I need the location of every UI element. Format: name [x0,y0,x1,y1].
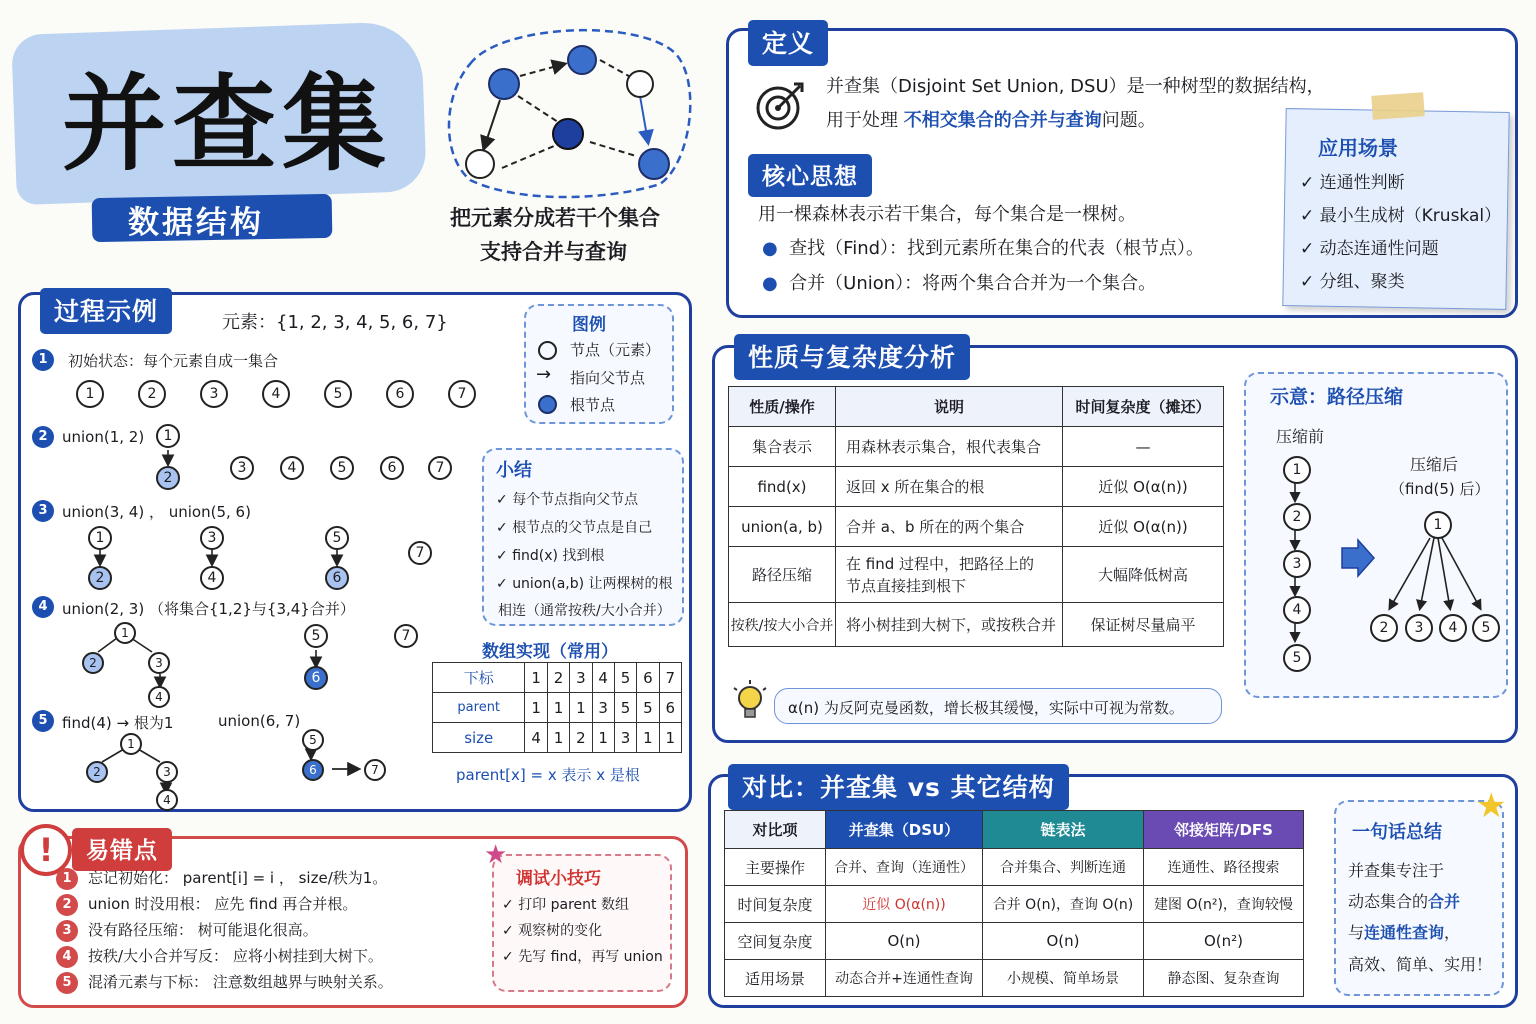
after-label: 压缩后 [1410,455,1459,474]
comparison-header-list: 链表法 [983,811,1144,849]
compressed-root: 1 [1424,511,1452,539]
array-cell: 3 [570,663,592,693]
array-cell: 5 [637,693,659,723]
one-line-l4: 高效、简单、实用！ [1348,955,1493,974]
node: 2 [82,652,104,674]
comparison-header: 对比项 [725,811,826,849]
array-cell: 1 [659,723,681,753]
chain-node: 5 [1283,644,1311,672]
array-cell: 3 [614,723,636,753]
node: 2 [138,380,166,408]
one-line-l2-highlight: 合并 [1428,892,1461,911]
comparison-cell: O(n) [983,923,1144,960]
properties-cell: 合并 a、b 所在的两个集合 [836,507,1063,547]
compressed-leaf: 4 [1439,614,1467,642]
array-cell: 1 [592,723,614,753]
node: 7 [394,624,418,648]
comparison-cell: 主要操作 [725,849,826,886]
node: 7 [448,380,476,408]
core-bullet-find-text: 查找（Find）：找到元素所在集合的代表（根节点）。 [789,238,1205,259]
debug-tip-item: ✓ 打印 parent 数组 [502,894,629,914]
one-line-l3-suffix: ， [1444,923,1461,942]
comparison-cell: 时间复杂度 [725,886,826,923]
properties-tag: 性质与复杂度分析 [734,334,970,380]
pitfalls-tag: 易错点 [72,828,172,871]
array-table [432,662,682,753]
star-icon: ★ [484,840,508,870]
core-bullet-find: ● 查找（Find）：找到元素所在集合的代表（根节点）。 [762,238,1205,259]
node: 7 [428,456,452,480]
application-item: ✓ 动态连通性问题 [1300,234,1439,259]
tape-decoration [1371,92,1425,120]
array-cell: 1 [547,693,569,723]
application-item: ✓ 分组、聚类 [1300,267,1405,292]
comparison-header-dsu: 并查集（DSU） [826,811,983,849]
page-subtitle: 数据结构 [128,205,264,241]
node: 3 [156,761,178,783]
node: 7 [364,759,386,781]
summary-tail: 相连（通常按秩/大小合并） [498,603,671,619]
array-cell: 5 [614,663,636,693]
pitfall-number: 3 [56,920,78,942]
node: 5 [304,624,328,648]
step5-union-label: union(6, 7) [218,712,301,730]
properties-table [728,386,1224,647]
array-title: 数组实现（常用） [482,642,618,662]
pitfall-number: 4 [56,946,78,968]
intro-caption-line2: 支持合并与查询 [480,240,627,264]
properties-cell: union(a, b) [729,507,836,547]
array-cell: 6 [637,663,659,693]
step-label: 初始状态：每个元素自成一集合 [68,352,279,370]
core-idea-line: 用一棵森林表示若干集合，每个集合是一棵树。 [758,204,1136,225]
properties-cell: 近似 O(α(n)) [1063,467,1224,507]
debug-tips-title: 调试小技巧 [516,869,601,889]
array-cell: 1 [525,663,547,693]
summary-item: ✓ find(x) 找到根 [496,545,604,565]
definition-line2-suffix: 问题。 [1101,110,1156,131]
step-number: 2 [32,426,54,448]
array-row-label: parent [433,693,525,723]
array-row-label: 下标 [433,663,525,693]
properties-cell: 保证树尽量扁平 [1063,603,1224,647]
array-cell: 5 [614,693,636,723]
node: 5 [302,729,324,751]
properties-cell: 大幅降低树高 [1063,547,1224,603]
compressed-leaf: 3 [1405,614,1433,642]
chain-node: 1 [1283,456,1311,484]
node: 1 [76,380,104,408]
intro-caption-line1: 把元素分成若干个集合 [450,206,660,230]
debug-tip-item: ✓ 观察树的变化 [502,920,602,940]
after-label-sub: （find(5) 后） [1390,480,1490,498]
pitfall-item: 按秩/大小合并写反： 应将小树挂到大树下。 [88,947,383,965]
one-line-l2 [1348,889,1460,912]
properties-cell-line: 节点直接挂到根下 [846,576,967,595]
array-cell: 6 [659,693,681,723]
comparison-cell: 近似 O(α(n)) [826,886,983,923]
comparison-cell: 静态图、复杂查询 [1144,960,1304,997]
comparison-cell: O(n) [826,923,983,960]
process-tag: 过程示例 [40,288,172,334]
array-cell: 1 [547,723,569,753]
summary-item: ✓ union(a,b) 让两棵树的根 [496,573,673,593]
pitfall-item: 混淆元素与下标： 注意数组越界与映射关系。 [88,973,393,991]
node: 5 [330,456,354,480]
one-line-l3-prefix: 与 [1348,923,1365,942]
step-number: 5 [32,710,54,732]
node: 4 [156,789,178,811]
debug-tip-item: ✓ 先写 find，再写 union [502,946,663,966]
comparison-cell: O(n²) [1144,923,1304,960]
step-label: find(4) → 根为1 [62,714,174,732]
star-icon: ★ [1476,786,1507,826]
core-bullet-union-text: 合并（Union）：将两个集合合并为一个集合。 [789,273,1157,294]
compressed-leaf: 5 [1472,614,1500,642]
properties-cell: — [1063,427,1224,467]
summary-item: ✓ 根节点的父节点是自己 [496,517,652,537]
page-title: 并查集 [62,63,393,185]
comparison-cell: 连通性、路径搜索 [1144,849,1304,886]
lightbulb-icon [730,680,770,726]
array-cell: 3 [592,693,614,723]
pitfall-item: union 时没用根： 应先 find 再合并根。 [88,895,358,913]
node: 1 [120,733,142,755]
path-compression-title: 示意：路径压缩 [1270,386,1404,408]
definition-tag: 定义 [748,20,828,66]
step-number: 1 [32,349,54,371]
intro-set-diagram [440,24,700,200]
warning-icon: ! [20,824,72,876]
comparison-cell: 动态合并+连通性查询 [826,960,983,997]
legend-node-icon [538,341,557,360]
step-number: 3 [32,500,54,522]
array-cell: 1 [525,693,547,723]
pitfall-number: 2 [56,894,78,916]
chain-node: 2 [1283,503,1311,531]
legend-root-icon [538,395,557,414]
array-note: parent[x] = x 表示 x 是根 [456,766,640,784]
pitfall-item: 没有路径压缩： 树可能退化很高。 [88,921,318,939]
step-number: 4 [32,596,54,618]
node: 4 [280,456,304,480]
node: 3 [230,456,254,480]
properties-cell: 返回 x 所在集合的根 [836,467,1063,507]
properties-header: 说明 [836,387,1063,427]
core-idea-tag: 核心思想 [748,154,872,197]
node: 1 [88,526,112,550]
node: 3 [200,380,228,408]
comparison-cell: 适用场景 [725,960,826,997]
comparison-cell: 空间复杂度 [725,923,826,960]
definition-line1: 并查集（Disjoint Set Union, DSU）是一种树型的数据结构， [826,76,1325,97]
before-label: 压缩前 [1276,427,1325,446]
chain-node: 4 [1283,596,1311,624]
target-icon [754,80,806,132]
definition-line2-highlight: 不相交集合的合并与查询 [903,110,1102,131]
array-cell: 7 [659,663,681,693]
properties-cell: find(x) [729,467,836,507]
node: 4 [262,380,290,408]
comparison-cell: 小规模、简单场景 [983,960,1144,997]
properties-cell: 近似 O(α(n)) [1063,507,1224,547]
node: 1 [156,424,180,448]
properties-cell: 按秩/按大小合并 [729,603,836,647]
node: 6 [325,566,349,590]
process-elements: 元素：{1, 2, 3, 4, 5, 6, 7} [222,312,448,333]
node: 2 [86,761,108,783]
step-label: union(3, 4) ， union(5, 6) [62,503,251,521]
node: 5 [324,380,352,408]
node: 2 [156,466,180,490]
array-cell: 1 [570,693,592,723]
one-line-l3 [1348,920,1460,943]
array-row-label: size [433,723,525,753]
comparison-table [724,810,1304,997]
step-label: union(1, 2) [62,428,145,446]
application-item: ✓ 最小生成树（Kruskal） [1300,201,1501,226]
node: 4 [200,566,224,590]
chain-node: 3 [1283,550,1311,578]
compressed-leaf: 2 [1370,614,1398,642]
node: 2 [88,566,112,590]
node: 1 [114,622,136,644]
node: 6 [302,759,324,781]
legend-item: 根节点 [570,396,616,414]
tip-text: α(n) 为反阿克曼函数，增长极其缓慢，实际中可视为常数。 [788,699,1184,717]
pitfall-item: 忘记初始化： parent[i] = i ， size/秩为1。 [88,869,388,887]
node: 4 [148,686,170,708]
node: 5 [325,526,349,550]
properties-header: 时间复杂度（摊还） [1063,387,1224,427]
node: 3 [148,652,170,674]
comparison-cell: 合并 O(n)，查询 O(n) [983,886,1144,923]
properties-header: 性质/操作 [729,387,836,427]
comparison-cell: 合并集合、判断连通 [983,849,1144,886]
comparison-cell: 合并、查询（连通性） [826,849,983,886]
comparison-cell: 建图 O(n²)，查询较慢 [1144,886,1304,923]
array-cell: 2 [570,723,592,753]
node: 7 [408,541,432,565]
legend-item: 节点（元素） [570,341,661,359]
node: 3 [200,526,224,550]
comparison-tag: 对比：并查集 vs 其它结构 [728,764,1069,810]
properties-cell: 路径压缩 [729,547,836,603]
path-compression-edges [1244,372,1508,698]
applications-title: 应用场景 [1318,136,1398,160]
properties-cell: 用森林表示集合，根代表集合 [836,427,1063,467]
summary-item: ✓ 每个节点指向父节点 [496,489,638,509]
one-line-l1: 并查集专注于 [1348,861,1445,880]
node: 6 [304,666,328,690]
one-line-l2-prefix: 动态集合的 [1348,892,1429,911]
properties-cell-multiline [836,547,1063,603]
array-cell: 4 [592,663,614,693]
array-cell: 4 [525,723,547,753]
legend-title: 图例 [572,315,606,335]
step-label: union(2, 3) （将集合{1,2}与{3,4}合并） [62,600,355,618]
properties-cell: 集合表示 [729,427,836,467]
properties-cell-line: 在 find 过程中，把路径上的 [846,554,1035,573]
comparison-header-matrix: 邻接矩阵/DFS [1144,811,1304,849]
legend-arrow-icon: → [536,364,552,385]
summary-title: 小结 [496,460,532,481]
legend-item: 指向父节点 [570,369,646,387]
one-line-title: 一句话总结 [1352,822,1442,843]
one-line-l3-highlight: 连通性查询 [1364,923,1445,942]
array-cell: 2 [547,663,569,693]
node: 6 [386,380,414,408]
application-item: ✓ 连通性判断 [1300,168,1405,193]
array-cell: 1 [637,723,659,753]
properties-cell: 将小树挂到大树下，或按秩合并 [836,603,1063,647]
pitfall-number: 1 [56,868,78,890]
definition-line2 [826,106,1156,132]
definition-line2-prefix: 用于处理 [826,110,898,131]
pitfall-number: 5 [56,972,78,994]
node: 6 [380,456,404,480]
core-bullet-union: ● 合并（Union）：将两个集合合并为一个集合。 [762,273,1157,294]
